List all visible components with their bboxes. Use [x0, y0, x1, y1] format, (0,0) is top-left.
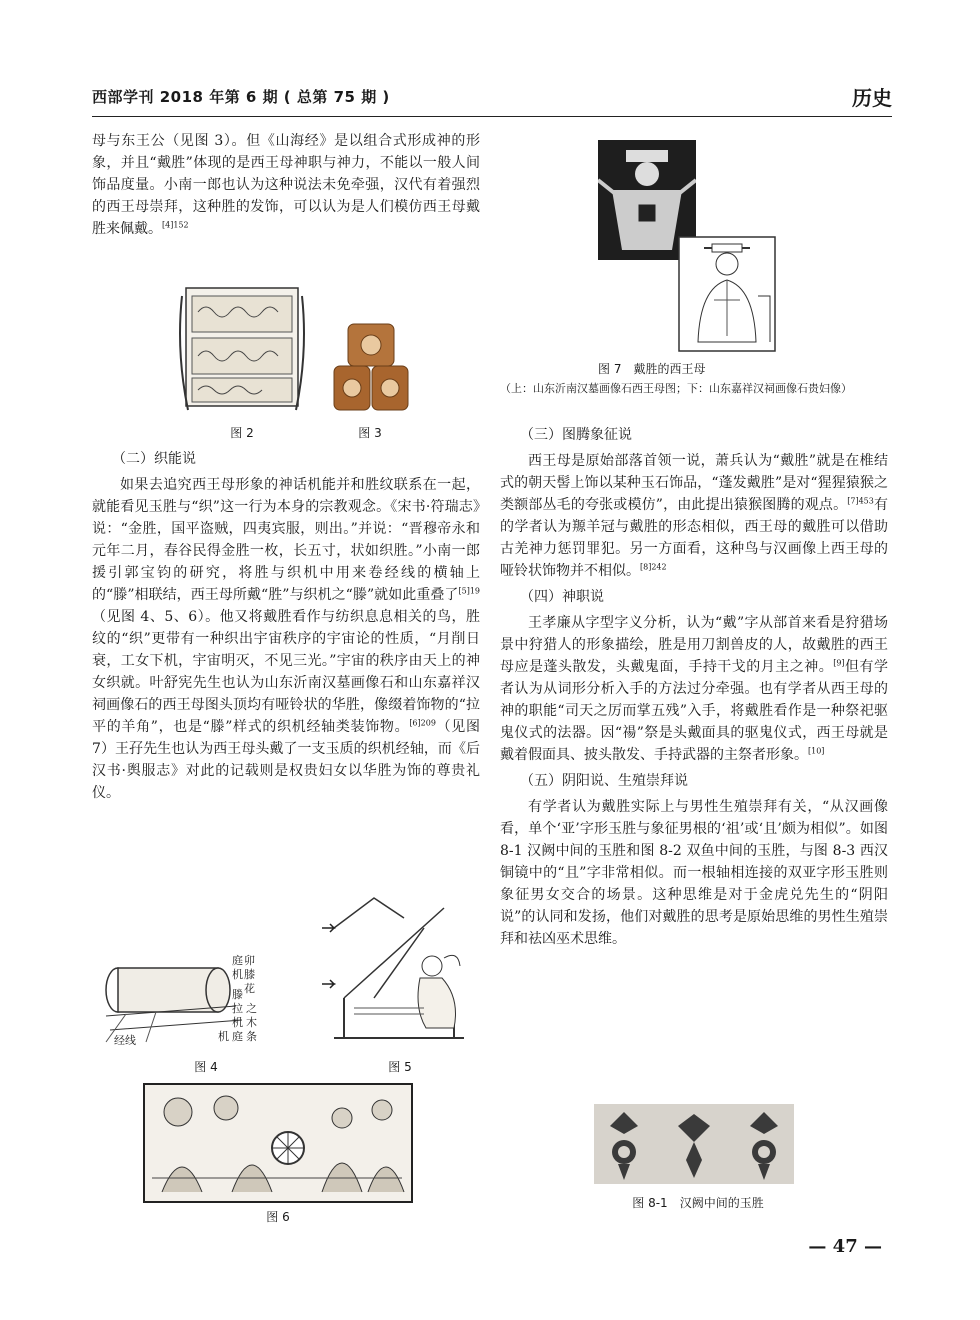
fig4-label: 卯	[244, 954, 255, 967]
fig4-label: 滕	[232, 988, 243, 1001]
journal-title: 西部学刊 2018 年第 6 期 ( 总第 75 期 )	[92, 88, 390, 106]
subheading-3: （三）图腾象征说	[520, 427, 632, 443]
figure-2-caption: 图 2	[230, 426, 254, 440]
citation: [10]	[808, 746, 825, 756]
body-text: 母与东王公（见图 3）。但《山海经》是以组合式形成神的形象，并且“戴胜”体现的是西王母神职与神力，不能以一般人间饰品度量。小南一郎也认为这种说法未免牵强，汉代有着强烈的西王母崇拜，这种胜的发饰，可以认为是人们模仿西王母戴胜来佩戴。	[92, 133, 480, 237]
citation: [4]152	[162, 220, 189, 230]
left-section-2	[92, 444, 480, 804]
fig4-label-jingxian: 经线	[114, 1034, 136, 1047]
fig4-label: 木	[246, 1016, 257, 1029]
fig4-label: 花	[244, 982, 255, 995]
header-rule	[92, 116, 892, 117]
citation: [6]209	[409, 718, 436, 728]
fig4-label: 机	[232, 1016, 243, 1029]
figure-3-caption: 图 3	[358, 426, 382, 440]
body-text: 但有学者认为从词形分析入手的方法过分牵强。也有学者从西王母的神的职能“司天之厉而掌五残”入手，将戴胜看作是一种祭祀驱鬼仪式的法器。因“禓”祭是头戴面具的驱鬼仪式，西王母就是戴着假面具、披头散发、手持武器的主祭者形象。	[500, 659, 889, 763]
body-text: 有学者认为戴胜实际上与男性生殖崇拜有关，“从汉画像看，单个‘亚’字形玉胜与象征男根的‘祖’或‘且’颇为相似”。如图 8-1 汉阙中间的玉胜和图 8-2 双鱼中间的玉胜，与图 8-3 西汉铜镜中的“且”字非常相似。而一根轴相连接的双亚字形玉胜则象征男女交合的场景。这种思维是对于金虎兑先生的“阴阳说”的认同和发扬，他们对戴胜的思考是原始思维的男性生殖崇拜和祛凶巫术思维。	[500, 799, 888, 947]
body-text: 西王母是原始部落首领一说，萧兵认为“戴胜”就是在椎结式的朝天髻上饰以某种玉石饰品，“蓬发戴胜”是对“猩猩猿猴之类额部丛毛的夸张或模仿”，由此提出猿猴图腾的观点。	[500, 453, 888, 513]
body-text: 有的学者认为羱羊冠与戴胜的形态相似，西王母的戴胜可以借助古羌神力惩罚罪犯。另一方面看，这种鸟与汉画像上西王母的哑铃状饰物并不相似。	[500, 497, 889, 579]
subheading-2: （二）织能说	[112, 451, 196, 467]
section-label: 历史	[852, 86, 892, 110]
body-text: 王孝廉从字型字义分析，认为“戴”字从部首来看是狩猎场景中狩猎人的形象描绘，胜是用刀割兽皮的人，故戴胜的西王母应是蓬头散发，头戴鬼面，手持干戈的月主之神。	[500, 615, 888, 675]
left-paragraph-1	[92, 130, 480, 240]
figure-4-caption: 图 4	[194, 1060, 218, 1074]
body-text: （见图 7）王孖先生也认为西王母头戴了一支玉质的织机经轴，而《后汉书·舆服志》对此的记载则是权贵妇女以华胜为饰的尊贵礼仪。	[92, 719, 480, 801]
figure-5-weaver-loom-drawing	[314, 888, 474, 1054]
figure-7-bottom-drawing	[678, 236, 776, 352]
citation: [8]242	[640, 562, 667, 572]
body-text: （见图 4、5、6）。他又将戴胜看作与纺织息息相关的鸟，胜纹的“织”更带有一种织出宇宙秩序的宇宙论的性质，“月削日衰，工女下机，宇宙明灭，不见三光。”宇宙的秩序由天上的神女织就。叶舒宪先生也认为山东沂南汉墓画像石和山东嘉祥汉祠画像石的西王母图头顶均有哑铃状的华胜，像缀着饰物的“拉平的羊角”，也是“滕”样式的织机经轴类装饰物。	[92, 609, 480, 735]
figure-6-caption: 图 6	[266, 1210, 290, 1224]
citation: [5]19	[458, 586, 480, 596]
running-header	[92, 86, 892, 112]
figure-8-1-jade-sheng-image	[594, 1104, 794, 1184]
subheading-4: （四）神职说	[520, 589, 604, 605]
right-column-text	[500, 420, 888, 950]
fig4-label: 条	[246, 1030, 257, 1043]
figure-7-note: （上：山东沂南汉墓画像石西王母图；下：山东嘉祥汉祠画像石贵妇像）	[500, 382, 852, 395]
fig4-label: 庭	[232, 1030, 243, 1043]
page-number: — 47 —	[808, 1236, 882, 1257]
fig4-label: 机	[232, 968, 243, 981]
figure-8-1-caption: 图 8-1 汉阙中间的玉胜	[632, 1196, 764, 1210]
figure-4-loom-diagram	[96, 950, 314, 1050]
fig4-label: 拉	[232, 1002, 243, 1015]
citation: [9]	[833, 658, 845, 668]
figure-6-relief-rubbing	[142, 1082, 414, 1204]
subheading-5: （五）阴阳说、生殖崇拜说	[520, 773, 688, 789]
figure-7-caption: 图 7 戴胜的西王母	[598, 362, 706, 376]
fig4-label: 膝	[244, 968, 255, 981]
citation: [7]453	[847, 496, 874, 506]
fig4-label: 机	[218, 1030, 229, 1043]
figure-3-jade-sheng-image	[332, 318, 412, 414]
fig4-label: 庭	[232, 954, 243, 967]
body-text: 如果去追究西王母形象的神话机能并和胜纹联系在一起，就能看见玉胜与“织”这一行为本身的宗教观念。《宋书·符瑞志》说：“金胜，国平盗贼，四夷宾服，则出。”并说：“晋穆帝永和元年二月，春谷民得金胜一枚，长五寸，状如织胜。”小南一郎援引郭宝钧的研究，将胜与织机中用来卷经线的横轴上的“滕”相联结，西王母所戴“胜”与织机之“滕”就如此重叠了	[92, 477, 480, 603]
figure-5-caption: 图 5	[388, 1060, 412, 1074]
fig4-label: 之	[246, 1002, 257, 1015]
figure-2-headdress-image	[172, 282, 312, 414]
